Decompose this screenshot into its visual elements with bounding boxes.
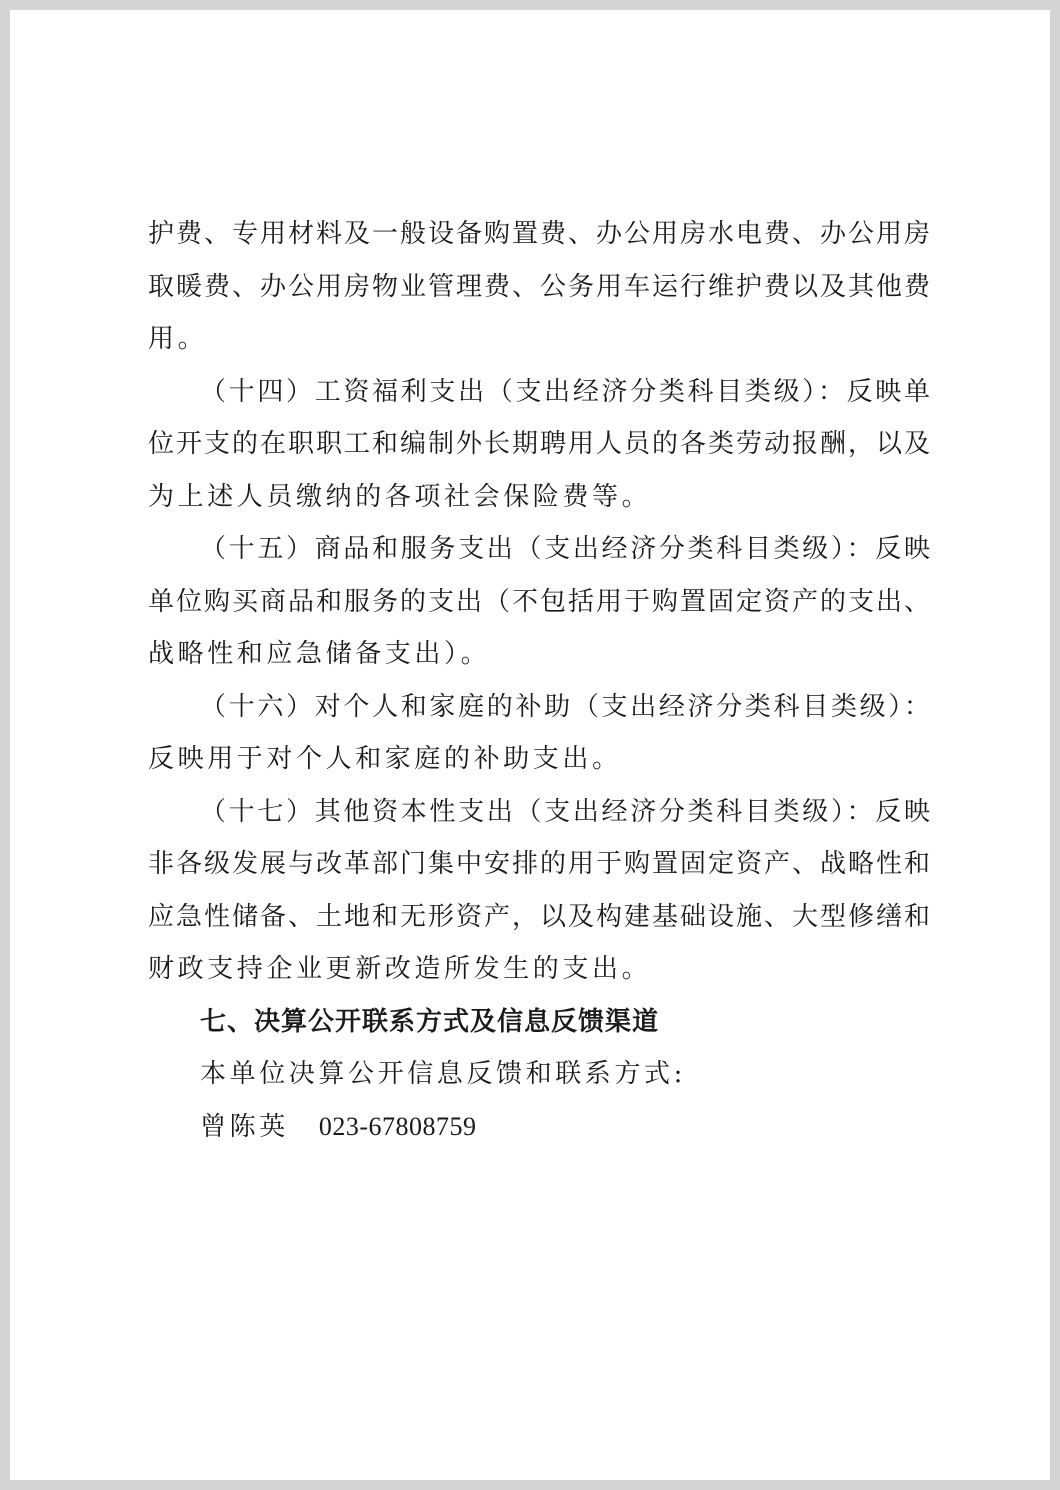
contact-line	[148, 1101, 930, 1154]
document-page	[10, 10, 1050, 1480]
text-line: 为上述人员缴纳的各项社会保险费等。	[148, 481, 652, 512]
paragraph-item-17	[148, 786, 930, 996]
text-line: （十五）商品和服务支出（支出经济分类科目类级）：反映	[200, 534, 930, 564]
section-heading: 七、决算公开联系方式及信息反馈渠道	[200, 1006, 660, 1037]
text-line: 非各级发展与改革部门集中安排的用于购置固定资产、战略性和	[148, 849, 930, 879]
text-line: 战略性和应急储备支出）。	[148, 639, 491, 669]
text-line: 用。	[148, 324, 208, 354]
document-body	[148, 208, 930, 1153]
text-line: 单位购买商品和服务的支出（不包括用于购置固定资产的支出、	[148, 586, 930, 617]
text-line: 护费、专用材料及一般设备购置费、办公用房水电费、办公用房	[148, 219, 930, 249]
text-line: 取暖费、办公用房物业管理费、公务用车运行维护费以及其他费	[148, 271, 930, 302]
text-line: （十四）工资福利支出（支出经济分类科目类级）：反映单	[200, 376, 930, 407]
text-line: 反映用于对个人和家庭的补助支出。	[148, 744, 622, 774]
text-line: 位开支的在职职工和编制外长期聘用人员的各类劳动报酬，以及	[148, 429, 930, 459]
text-line: 应急性储备、土地和无形资产，以及构建基础设施、大型修缮和	[148, 901, 930, 932]
section-contact	[148, 996, 930, 1154]
text-line: （十六）对个人和家庭的补助（支出经济分类科目类级）：	[200, 691, 930, 722]
paragraph-item-16	[148, 681, 930, 786]
contact-name: 曾陈英	[200, 1111, 289, 1142]
text-line: （十七）其他资本性支出（支出经济分类科目类级）：反映	[200, 796, 930, 827]
paragraph-continuation	[148, 208, 930, 366]
contact-phone: 023-67808759	[318, 1111, 477, 1141]
contact-intro: 本单位决算公开信息反馈和联系方式:	[200, 1059, 686, 1089]
paragraph-item-15	[148, 523, 930, 681]
text-line: 财政支持企业更新改造所发生的支出。	[148, 954, 652, 984]
paragraph-item-14	[148, 366, 930, 524]
